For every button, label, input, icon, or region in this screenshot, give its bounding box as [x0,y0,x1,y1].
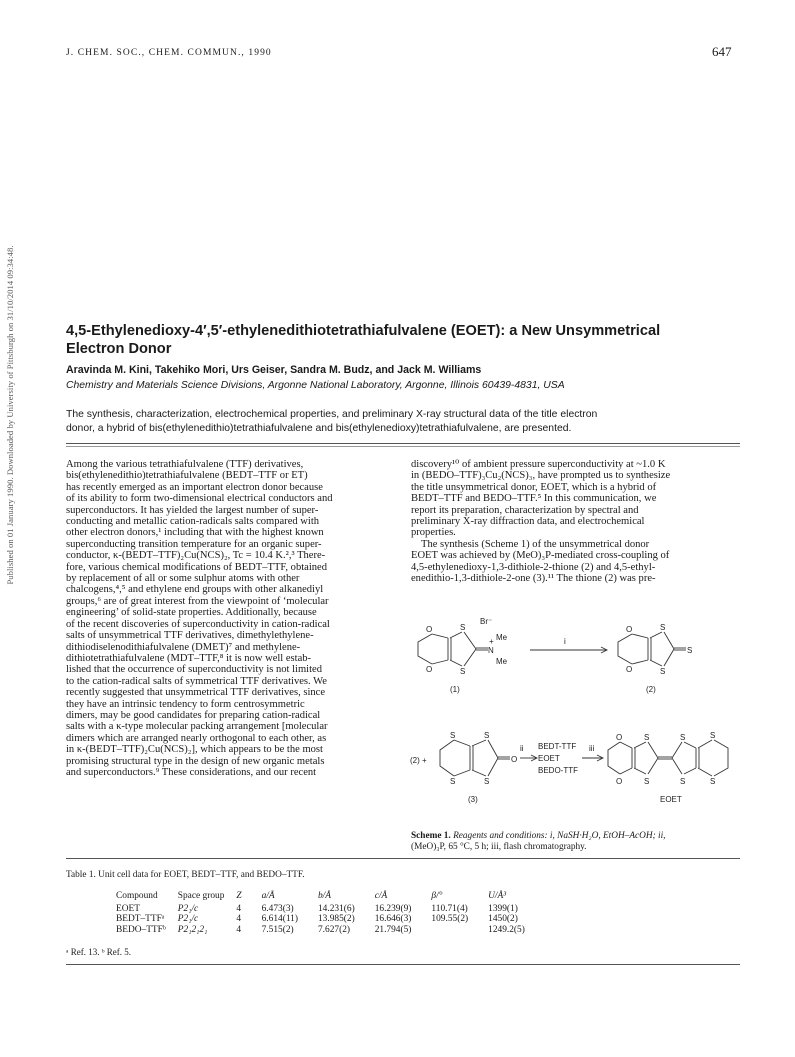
eoet-structure [608,731,728,804]
article-title [66,322,746,358]
download-watermark: Published on 01 January 1990. Downloaded by University of Pittsburgh on 31/10/2014 09:34:48. [5,245,15,585]
unit-cell-table [110,891,531,935]
text-line: dimers, may be good candidates for preparing cation-radical [66,709,321,721]
column-header: Z [236,891,242,901]
table-cell: 21.794(5) [374,924,412,935]
atom-s: S [660,623,666,632]
atom-s: S [680,733,686,742]
table-cell: 16.239(9) [374,903,412,914]
column-header: a/Å [261,891,275,901]
abstract-line-1: The synthesis, characterization, electrochemical properties, and preliminary X-ray structural data of the title electron [66,409,598,420]
abstract [66,408,734,436]
text-line: lished that the occurrence of superconductivity is not limited [66,664,322,676]
reagent-bedt-ttf: BEDT-TTF [538,742,577,751]
compound-label-2: (2) [646,685,656,694]
atom-n: N [488,646,494,655]
text-line: Among the various tetrathiafulvalene (TTF) derivatives, [66,459,304,470]
text-line: and superconductors.⁹ These considerations, and our recent [66,766,317,778]
scheme-caption-label: Scheme 1. [411,831,451,841]
text-line: in (BEDO–TTF)₃Cu₂(NCS)₃, have prompted us to synthesize [411,470,671,482]
compound-3-structure [440,731,517,804]
column-header: U/Å³ [488,891,507,901]
page-number: 647 [712,44,732,59]
right-column-text [411,459,739,584]
table-caption: Table 1. Unit cell data for EOET, BEDT–TTF, and BEDO–TTF. [66,870,305,880]
text-line: enedithio-1,3-dithiole-2-one (3).¹¹ The thione (2) was pre- [411,573,656,585]
text-line: the title unsymmetrical donor, EOET, which is a hybrid of [411,481,657,493]
table-header-row [110,891,531,904]
right-paragraph-1 [411,459,739,539]
text-line: by replacement of all or some sulphur atoms with other [66,573,300,585]
scheme-caption-text-2: (MeO)₃P, 65 °C, 5 h; iii, flash chromatography. [411,841,587,852]
table-row [110,904,531,915]
abstract-divider-top [66,443,740,444]
table-cell: 110.71(4) [431,903,468,914]
text-line: superconducting transition temperature for an organic super- [66,538,322,550]
atom-o: O [426,625,433,634]
compound-2-structure [618,623,692,694]
text-line: EOET was achieved by (MeO)₃P-mediated cross-coupling of [411,550,670,562]
text-line: promising structural type in the design of new organic metals [66,755,325,767]
product-label: EOET [660,795,682,804]
table-cell: BEDO–TTFᵇ [116,924,166,935]
atom-s: S [644,733,650,742]
column-header: Compound [116,891,158,901]
table-cell: 14.231(6) [317,903,355,914]
text-line: in κ-(BEDT–TTF)₂Cu(NCS)₂], which appears to be the most [66,744,323,756]
text-line: chalcogens,⁴,⁵ and ethylene end groups with other alkanediyl [66,584,324,596]
text-line: recently suggested that unsymmetrical TTF derivatives, since [66,687,326,699]
table-cell: 16.646(3) [374,914,412,924]
compound-label-3: (3) [468,795,478,804]
text-line: dimers which are arranged nearly orthogonal to each other, as [66,732,327,744]
text-line: has recently emerged as an important electron donor because [66,481,323,493]
text-line: report its preparation, characterization by spectral and [411,504,639,516]
text-line: salts of unsymmetrical TTF derivatives, dimethylethylene- [66,630,314,642]
column-header: β/° [431,891,443,901]
table-divider-bottom [66,964,740,965]
text-line: properties. [411,527,456,539]
table-cell: 1399(1) [488,903,518,914]
text-line: they have an intrinsic tendency to form centrosymmetric [66,698,305,710]
abstract-line-2: donor, a hybrid of bis(ethylenedithio)tetrathiafulvalene and bis(ethylenedioxy)tetrathiafulvalene, are presented. [66,423,572,434]
text-line: dithiotetrathiafulvalene (MDT–TTF,⁸ it is now well estab- [66,652,312,664]
table-cell: 13.985(2) [317,914,355,924]
reagent-eoet: EOET [538,754,560,763]
atom-s: S [660,667,666,676]
table-divider-top [66,858,740,859]
text-line: bis(ethylenedithio)tetrathiafulvalene (BEDT–TTF or ET) [66,470,308,482]
table-cell: 4 [236,924,242,935]
table-footnote: ᵃ Ref. 13. ᵇ Ref. 5. [66,947,131,957]
atom-o: O [511,755,518,764]
atom-o: O [616,733,623,742]
atom-s: S [484,777,490,786]
counterion: Br⁻ [480,617,493,626]
atom-s: S [680,777,686,786]
abstract-divider-bottom [66,446,740,447]
table-cell: 6.473(3) [261,903,294,914]
text-line: salts with a κ-type molecular packing arrangement [molecular [66,721,328,733]
atom-s: S [710,731,716,740]
scheme-drawing [410,612,740,830]
table-cell: 109.55(2) [431,914,469,924]
text-line: superconductors. It has yielded the largest number of super- [66,504,319,516]
text-line: other electron donors,¹ including that with the highest known [66,527,324,539]
text-line: conductor, κ-(BEDT–TTF)₂Cu(NCS)₂, Tc = 10.4 K.²,³ There- [66,550,326,562]
charge: + [489,637,494,646]
text-line: BEDT–TTF and BEDO–TTF.⁵ In this communication, we [411,493,657,505]
table-row [110,925,531,936]
author-list: Aravinda M. Kini, Takehiko Mori, Urs Geiser, Sandra M. Budz, and Jack M. Williams [66,364,482,376]
table-row [110,914,531,925]
text-line: discovery¹⁰ of ambient pressure superconductivity at ~1.0 K [411,459,666,470]
atom-s: S [687,646,693,655]
title-line-1: 4,5-Ethylenedioxy-4′,5′-ethylenedithiotetrathiafulvalene (EOET): a New Unsymmetrical [66,323,661,339]
reagent-bedo-ttf: BEDO-TTF [538,766,578,775]
step-ii-label: ii [520,744,524,753]
text-line: 4,5-ethylenedioxy-1,3-dithiole-2-thione (2) and 4,5-ethyl- [411,561,656,573]
column-header: c/Å [374,891,388,901]
atom-o: O [426,665,433,674]
table-cell: BEDT–TTFᵃ [116,914,165,924]
column-header: Space group [177,891,225,901]
left-column-text [66,459,388,778]
table-cell [417,925,474,936]
table-cell: P2₁/c [177,914,199,924]
table-cell: 1249.2(5) [488,924,525,935]
atom-s: S [710,777,716,786]
atom-s: S [644,777,650,786]
step-i-label: i [564,637,566,646]
text-line: preliminary X-ray diffraction data, and electrochemical [411,516,645,528]
table-cell: 4 [236,914,242,924]
right-paragraph-2 [411,539,739,585]
scheme-caption [411,831,741,852]
table-cell: EOET [116,903,140,914]
text-line: to the cation-radical salts of symmetrical TTF derivatives. We [66,675,327,687]
atom-s: S [450,731,456,740]
table-cell: P2₁2₁2₁ [177,924,208,935]
text-line: groups,⁶ are of great interest from the viewpoint of ‘molecular [66,595,329,607]
atom-o: O [626,625,633,634]
table-cell: 7.627(2) [317,924,351,935]
text-line: of its ability to form two-dimensional electrical conductors and [66,493,333,505]
text-line: engineering’ of solid-state properties. Additionally, because [66,607,317,619]
scheme-caption-text: Reagents and conditions: i, NaSH·H₂O, EtOH–AcOH; ii, [453,831,666,841]
table-cell: 1450(2) [488,914,518,924]
atom-o: O [626,665,633,674]
text-line: conducting and metallic cation-radicals salts compared with [66,516,320,528]
column-header: b/Å [317,891,332,901]
scheme-1 [410,612,740,830]
text-line: fore, various chemical modifications of BEDT–TTF, obtained [66,561,327,573]
compound-1-structure [418,617,508,694]
methyl-group: Me [496,633,508,642]
atom-s: S [460,623,466,632]
compound-label-1: (1) [450,685,460,694]
text-line: of the recent discoveries of superconductivity in cation-radical [66,618,330,630]
methyl-group: Me [496,657,508,666]
atom-o: O [616,777,623,786]
atom-s: S [484,731,490,740]
reactant-2-prefix: (2) + [410,756,427,765]
text-line: The synthesis (Scheme 1) of the unsymmetrical donor [421,538,650,550]
table-cell: 4 [236,903,242,914]
table-cell: 6.614(11) [261,914,298,924]
title-line-2: Electron Donor [66,341,172,357]
running-title: J. CHEM. SOC., CHEM. COMMUN., 1990 [66,48,272,58]
atom-s: S [460,667,466,676]
table-cell: 7.515(2) [261,924,294,935]
step-iii-label: iii [589,744,595,753]
affiliation: Chemistry and Materials Science Divisions, Argonne National Laboratory, Argonne, Illinois 60439-4831, USA [66,380,565,391]
atom-s: S [450,777,456,786]
table-cell: P2₁/c [177,903,199,914]
text-line: dithiodiselenodithiafulvalene (DMET)⁷ and methylene- [66,641,301,653]
